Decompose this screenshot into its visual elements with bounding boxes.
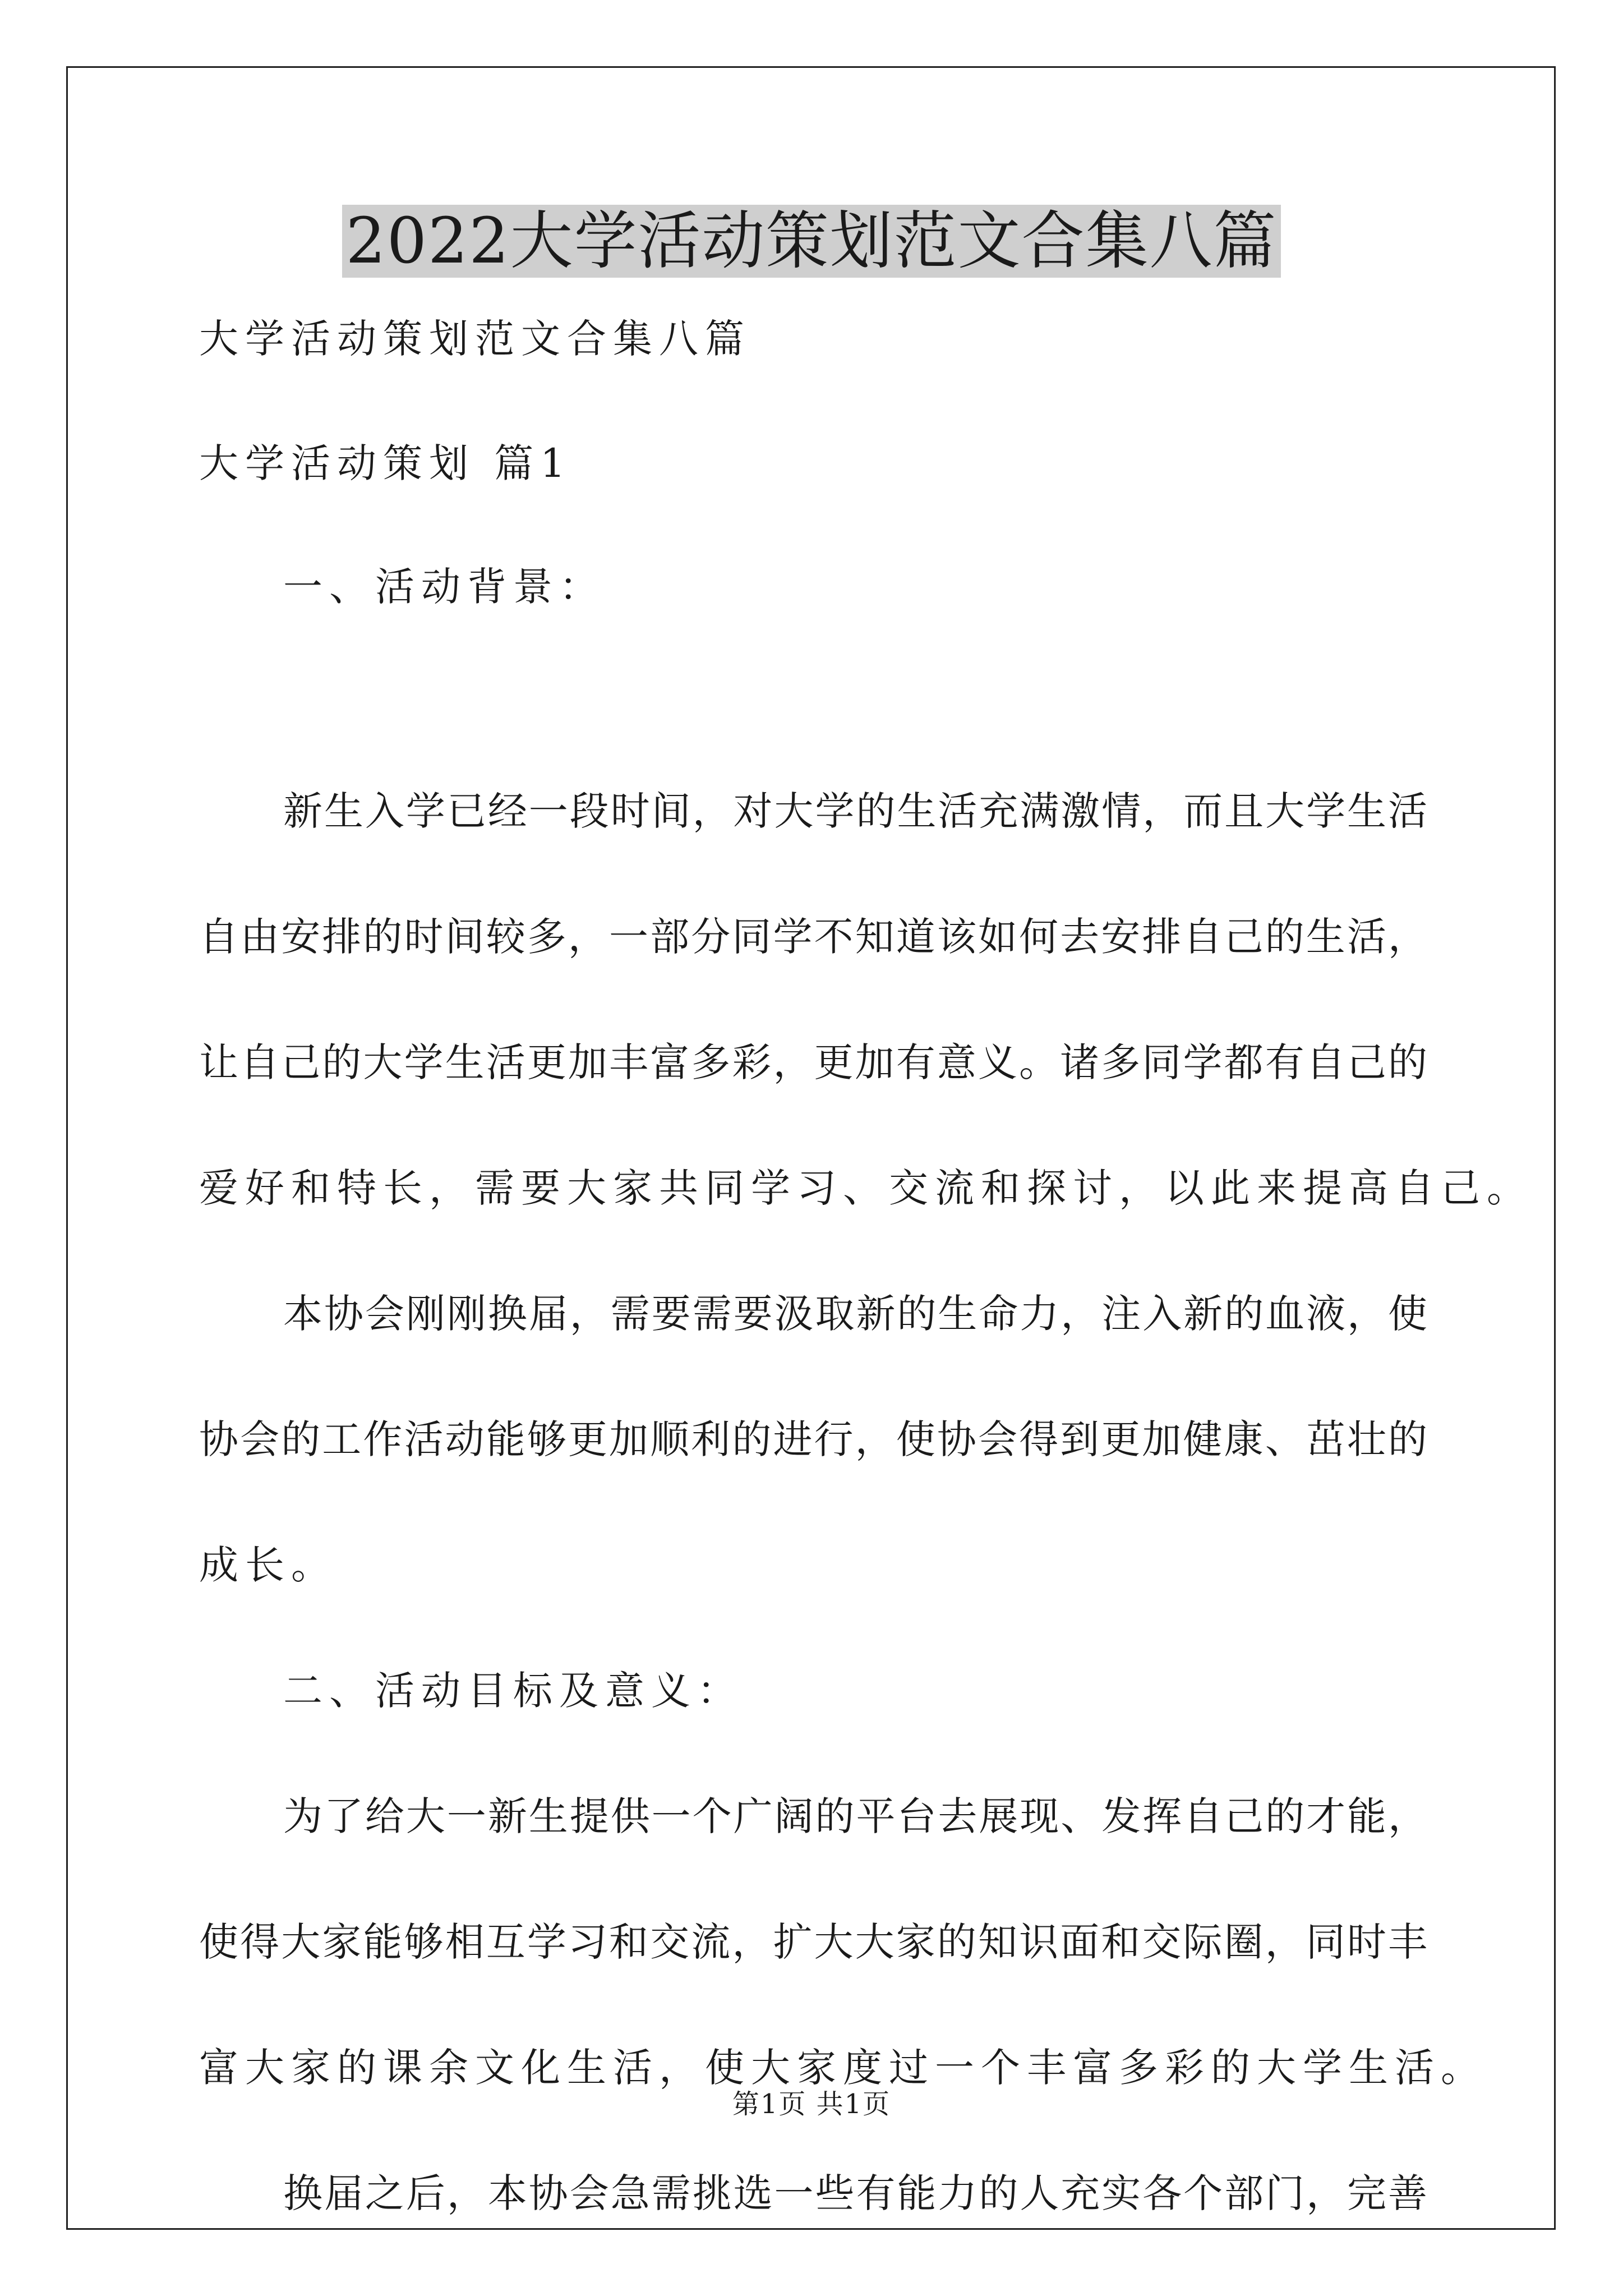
paragraph-line: 协会的工作活动能够更加顺利的进行，使协会得到更加健康、茁壮的 <box>199 1416 1427 1462</box>
document-title-text: 2022大学活动策划范文合集八篇 <box>342 205 1280 278</box>
paragraph-line: 本协会刚刚换届，需要需要汲取新的生命力，注入新的血液，使 <box>283 1291 1427 1337</box>
paragraph-line: 使得大家能够相互学习和交流，扩大大家的知识面和交际圈，同时丰 <box>199 1919 1427 1965</box>
paragraph-line: 爱好和特长，需要大家共同学习、交流和探讨，以此来提高自己。 <box>199 1165 1533 1211</box>
paragraph-line: 新生入学已经一段时间，对大学的生活充满激情，而且大学生活 <box>283 788 1427 834</box>
heading-goals: 二、活动目标及意义： <box>283 1668 743 1714</box>
paragraph-line: 让自己的大学生活更加丰富多彩，更加有意义。诸多同学都有自己的 <box>199 1039 1427 1085</box>
heading-background: 一、活动背景： <box>283 564 605 610</box>
subtitle: 大学活动策划范文合集八篇 <box>199 316 751 362</box>
paragraph-line: 为了给大一新生提供一个广阔的平台去展现、发挥自己的才能， <box>283 1793 1427 1839</box>
paragraph-line: 自由安排的时间较多，一部分同学不知道该如何去安排自己的生活， <box>199 914 1427 960</box>
paragraph-line: 换届之后，本协会急需挑选一些有能力的人充实各个部门，完善 <box>283 2170 1427 2216</box>
page-border <box>66 66 1556 2230</box>
paragraph-line: 成长。 <box>199 1542 337 1588</box>
page-footer: 第1页 共1页 <box>732 2088 891 2120</box>
section-heading: 大学活动策划 篇1 <box>199 440 572 486</box>
paragraph-line: 富大家的课余文化生活，使大家度过一个丰富多彩的大学生活。 <box>199 2045 1487 2091</box>
document-title <box>0 199 1623 283</box>
